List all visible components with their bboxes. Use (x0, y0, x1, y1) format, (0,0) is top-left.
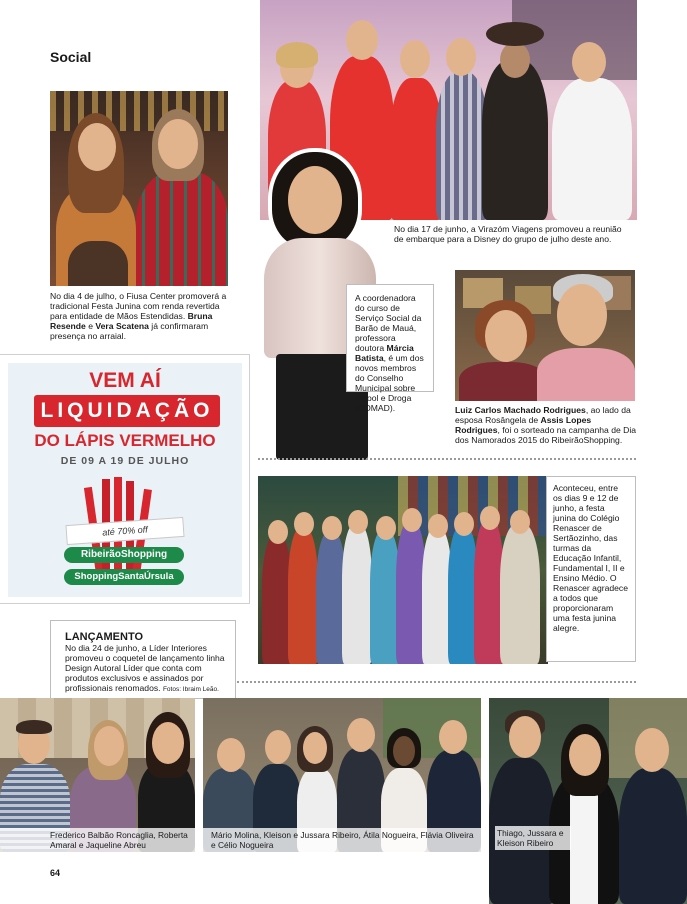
page-number: 64 (50, 868, 61, 878)
lancamento-text: No dia 24 de junho, a Líder Interiores promoveu o coquetel de lançamento linha Design Autoral Líder que conta com produtos exclusivos e assinados por profissionais renomados. Fotos: Ibraim Leão. (65, 643, 225, 693)
ad-brand-ribeiraoshopping[interactable]: RibeirãoShopping (64, 547, 184, 563)
photo-credit: Fotos: Ibraim Leão. (162, 686, 219, 693)
caption-box-virazom (388, 220, 637, 252)
divider (258, 458, 636, 460)
caption-name: Luiz Carlos Machado Rodrigues (455, 405, 586, 415)
photo-thiago-jussara-kleison (489, 698, 687, 904)
caption-box-renascer (546, 476, 636, 662)
caption-box-marcia (346, 284, 434, 413)
photo-luiz-carlos-rosangela (455, 270, 635, 401)
caption-virazom: No dia 17 de junho, a Virazóm Viagens promoveu a reunião de embarque para a Disney do grupo de julho deste ano. (394, 224, 622, 244)
ad-headline-vem-ai: VEM AÍ (89, 369, 161, 392)
ad-liquidacao-lapis-vermelho[interactable] (0, 354, 250, 604)
photo-frederico-roberta-jaqueline (0, 698, 195, 852)
caption-marcia: A coordenadora do curso de Serviço Social da Barão de Mauá, professora doutora Márcia Batista, é um dos novos membros do Conselho Municipal sobre Álcool e Droga (COMAD). (355, 293, 424, 413)
ad-dates: DE 09 A 19 DE JULHO (60, 455, 190, 467)
ad-headline-lapis: DO LÁPIS VERMELHO (34, 431, 216, 450)
caption-photo-2: Mário Molina, Kleison e Jussara Ribeiro, Átila Nogueira, Flávia Oliveira e Célio Nogueira (203, 828, 481, 852)
section-title: Social (50, 49, 92, 65)
caption-name: Márcia Batista (355, 343, 414, 363)
caption-name: Bruna Resende (50, 311, 213, 331)
caption-renascer: Aconteceu, entre os dias 9 e 12 de junho, a festa junina do Colégio Renascer de Sertãozinho, das turmas da Educação Infantil, Fundamental I, II e Ensino Médio. O Renascer agradece a todos que proporcionaram uma festa junina alegre. (553, 483, 629, 633)
caption-festa-junina-fiusa: No dia 4 de julho, o Fiusa Center promoverá a tradicional Festa Junina com renda revertida para entidade de Mãos Estendidas. Bruna Resende e Vera Scatena já confirmaram presença no arraial. (50, 291, 227, 341)
photo-colegio-renascer (258, 476, 548, 664)
caption-name: Assis Lopes Rodrigues (455, 415, 592, 435)
photo-molina-ribeiro-nogueira (203, 698, 481, 852)
caption-luiz-carlos: Luiz Carlos Machado Rodrigues, ao lado da esposa Rosângela de Assis Lopes Rodrigues, foi o sorteado na campanha de Dia dos Namorados 2015 do RibeirãoShopping. (455, 405, 637, 445)
caption-photo-1: Frederico Balbão Roncaglia, Roberta Amaral e Jaqueline Abreu (0, 828, 195, 852)
lancamento-title: LANÇAMENTO (65, 631, 144, 643)
caption-name: Vera Scatena (95, 321, 149, 331)
caption-photo-3: Thiago, Jussara e Kleison Ribeiro (495, 826, 571, 850)
divider (237, 681, 636, 683)
ad-brand-shoppingsantaursula[interactable]: ShoppingSantaÚrsula (64, 569, 184, 585)
photo-festa-junina-fiusa (50, 91, 228, 286)
lancamento-box (50, 620, 236, 699)
ad-headline-liquidacao: LIQUIDAÇÃO (34, 395, 220, 427)
ad-discount-ribbon: até 70% off (65, 517, 184, 545)
